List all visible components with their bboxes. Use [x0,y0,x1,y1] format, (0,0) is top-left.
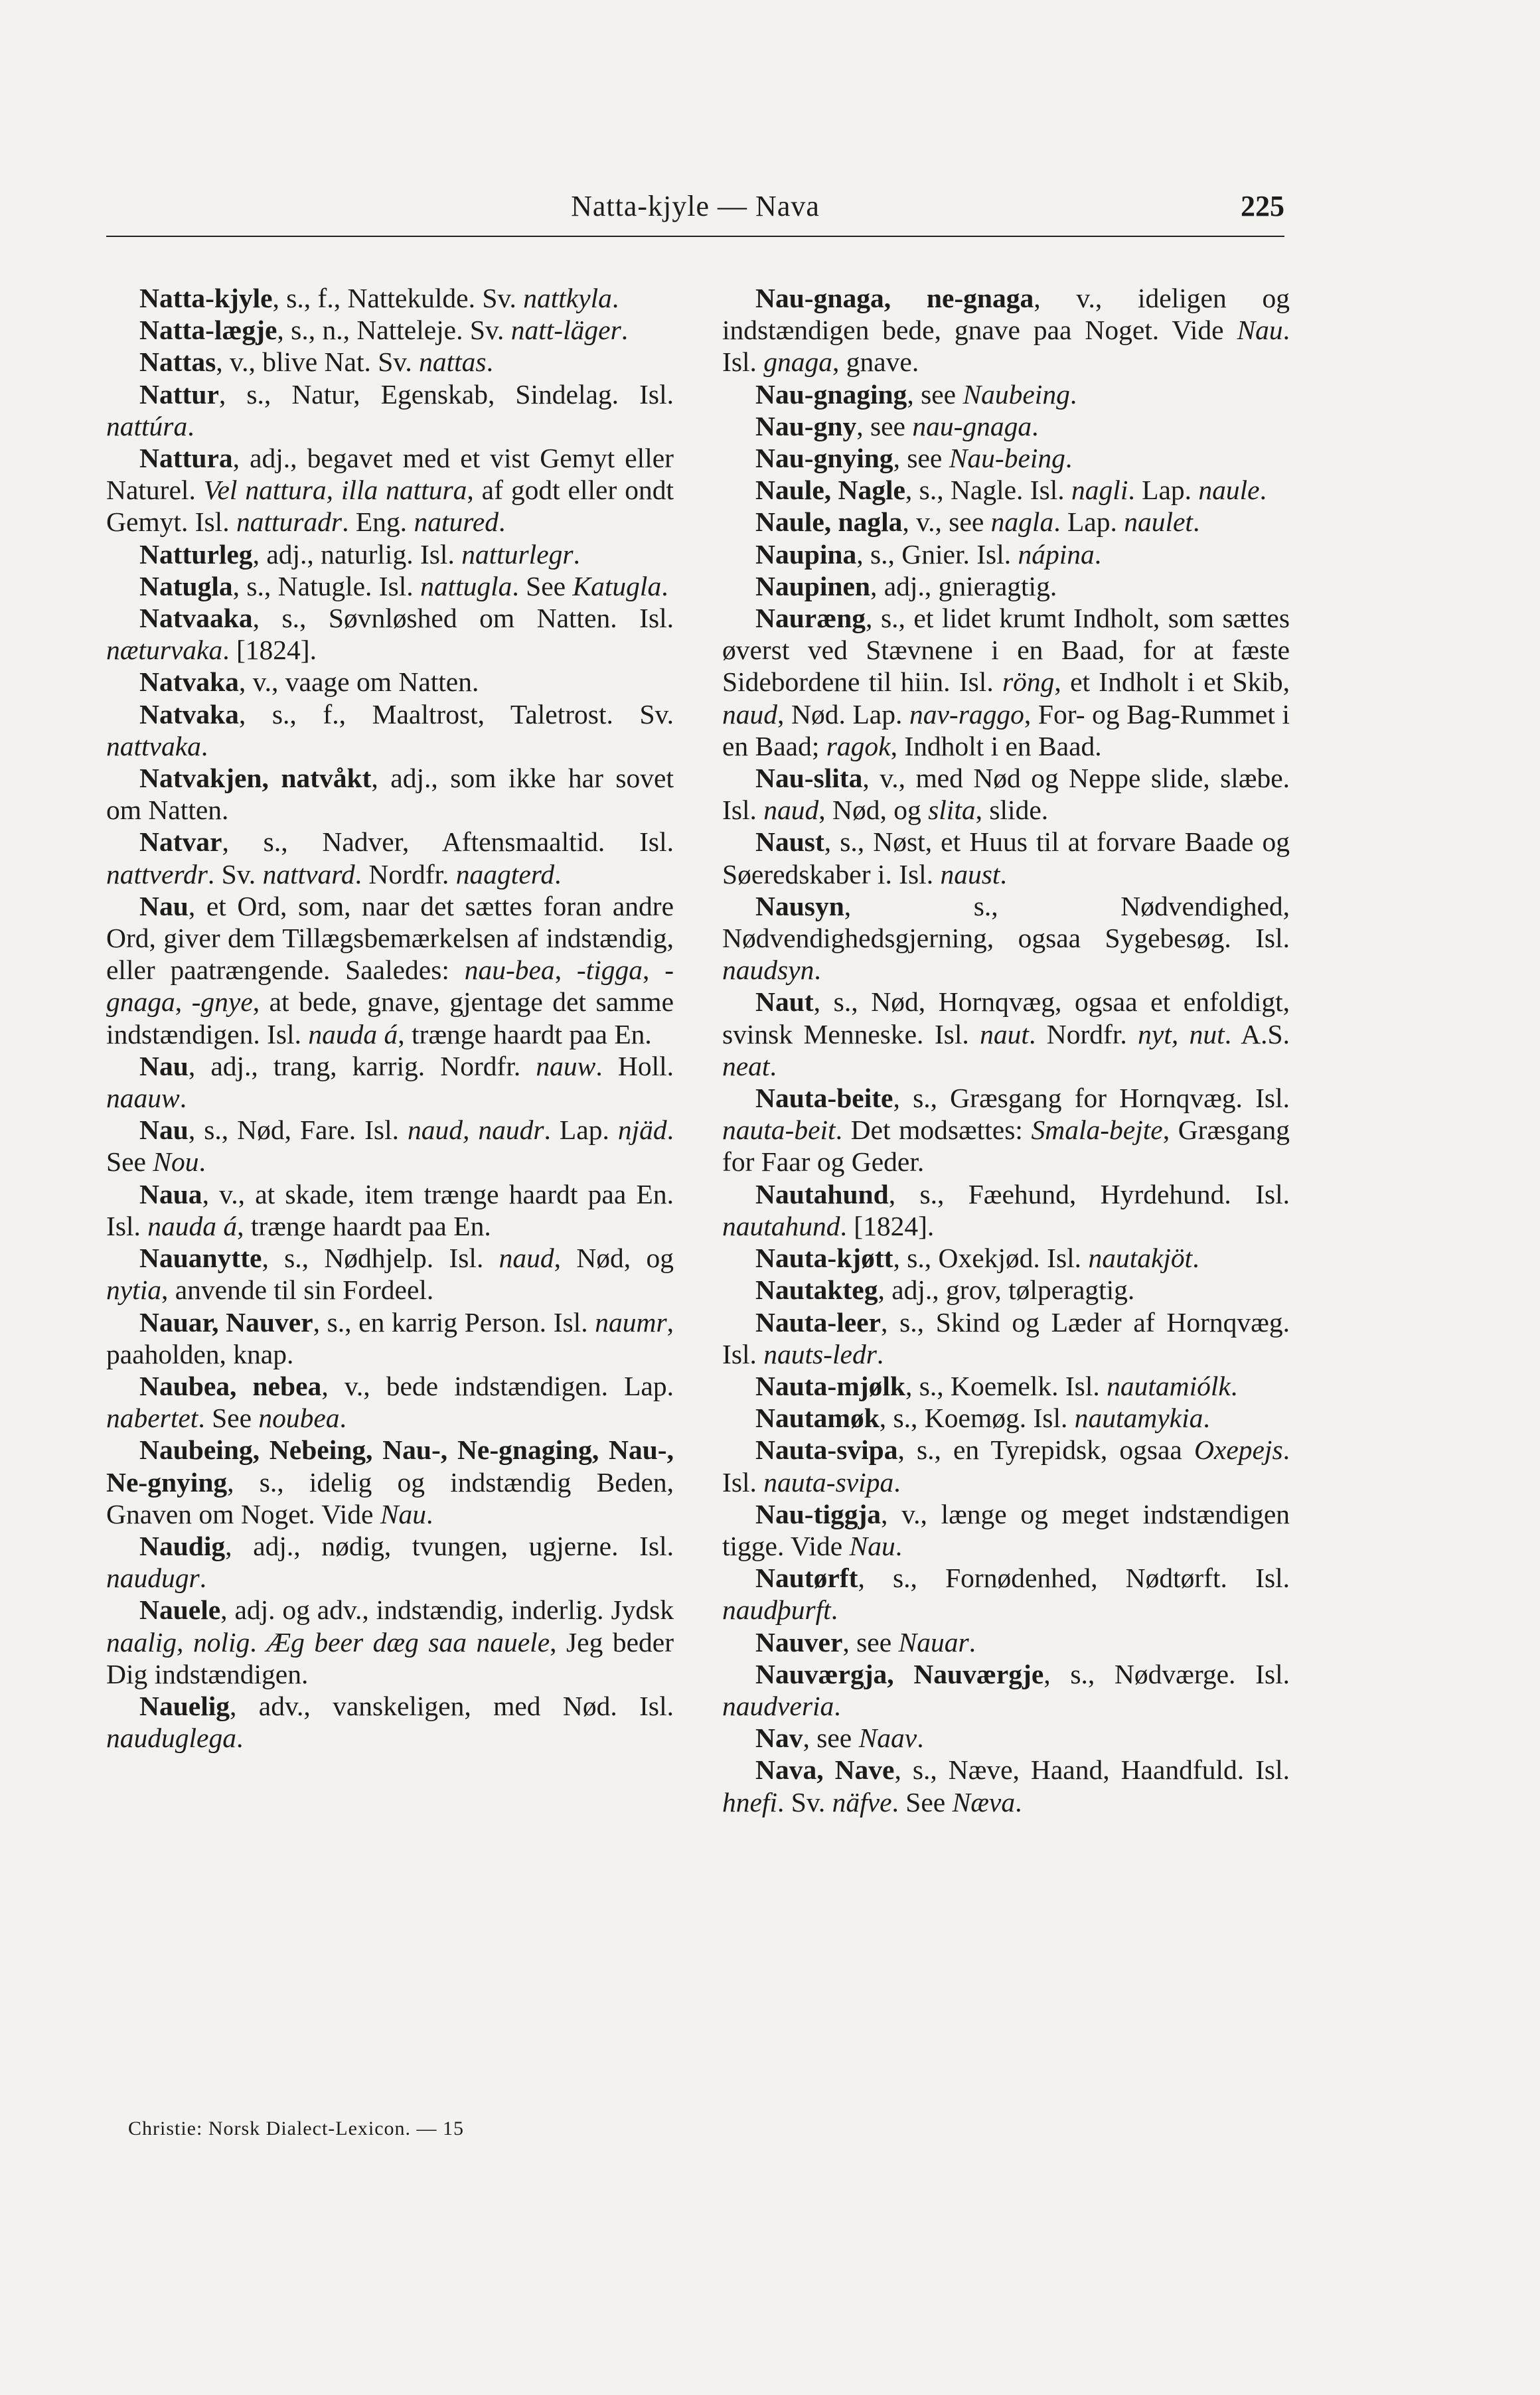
dictionary-entry: Natvaka, v., vaage om Natten. [139,666,479,698]
dictionary-entry: Natvaaka, s., Søvnløshed om Natten. Isl. næturvaka. [1824]. [106,603,674,666]
dictionary-entry: Nauta-svipa, s., en Tyrepidsk, ogsaa Oxepejs. Isl. nauta-svipa. [722,1434,1290,1498]
dictionary-entry: Naule, nagla, v., see nagla. Lap. naulet. [755,506,1200,538]
dictionary-entry: Natta-lægje, s., n., Natteleje. Sv. natt-läger. [139,315,629,346]
dictionary-entry: Nauver, see Nauar. [755,1626,976,1658]
dictionary-entry: Naust, s., Nøst, et Huus til at forvare Baade og Søeredskaber i. Isl. naust. [722,826,1290,889]
dictionary-entry: Nauar, Nauver, s., en karrig Person. Isl. naumr, paaholden, knap. [106,1306,674,1369]
dictionary-entry: Nausyn, s., Nødvendighed, Nødvendighedsgjerning, ogsaa Sygebesøg. Isl. naudsyn. [722,890,1290,986]
dictionary-entry: Nau-gnaga, ne-gnaga, v., ideligen og indstændigen bede, gnave paa Noget. Vide Nau. Isl. gnaga, gnave. [722,283,1290,378]
page-number: 225 [1241,190,1284,222]
dictionary-entry: Naupina, s., Gnier. Isl. nápina. [755,538,1102,570]
dictionary-entry: Nauta-leer, s., Skind og Læder af Hornqvæg. Isl. nauts-ledr. [722,1306,1290,1369]
dictionary-entry: Nau-gnaging, see Naubeing. [755,378,1077,410]
dictionary-entry: Naua, v., at skade, item trænge haardt paa En. Isl. nauda á, trænge haardt paa En. [106,1178,674,1241]
dictionary-entry: Naut, s., Nød, Hornqvæg, ogsaa et enfoldigt, svinsk Menneske. Isl. naut. Nordfr. nyt, nut. A.S. neat. [722,986,1290,1081]
footer-signature: Christie: Norsk Dialect-Lexicon. — 15 [128,2118,465,2139]
dictionary-entry: Nautakteg, adj., grov, tølperagtig. [755,1275,1135,1306]
dictionary-entry: Natvaka, s., f., Maaltrost, Taletrost. Sv. nattvaka. [106,698,674,761]
right-column [722,282,1290,1818]
dictionary-entry: Nau, s., Nød, Fare. Isl. naud, naudr. Lap. njäd. See Nou. [106,1115,674,1178]
dictionary-entry: Nauele, adj. og adv., indstændig, inderlig. Jydsk naalig, nolig. Æg beer dæg saa nauele, Jeg beder Dig indstændigen. [106,1594,674,1689]
dictionary-entry: Nauta-beite, s., Græsgang for Hornqvæg. Isl. nauta-beit. Det modsættes: Smala-bejte, Græsgang for Faar og Geder. [722,1083,1290,1178]
dictionary-entry: Nau-slita, v., med Nød og Neppe slide, slæbe. Isl. naud, Nød, og slita, slide. [722,763,1290,826]
dictionary-entry: Nauelig, adv., vanskeligen, med Nød. Isl. nauduglega. [106,1690,674,1754]
dictionary-entry: Nau, adj., trang, karrig. Nordfr. nauw. Holl. naauw. [106,1050,674,1114]
dictionary-entry: Nauværgja, Nauværgje, s., Nødværge. Isl. naudveria. [722,1658,1290,1721]
dictionary-entry: Natturleg, adj., naturlig. Isl. natturlegr. [139,538,580,570]
dictionary-entry: Nau-gnying, see Nau-being. [755,443,1073,474]
dictionary-entry: Natta-kjyle, s., f., Nattekulde. Sv. nattkyla. [139,283,619,313]
dictionary-entry: Nauta-kjøtt, s., Oxekjød. Isl. nautakjöt. [755,1243,1199,1274]
dictionary-entry: Nauræng, s., et lidet krumt Indholt, som sættes øverst ved Stævnene i en Baad, for at fæste Sidebordene til hiin. Isl. röng, et Indholt i et Skib, naud, Nød. Lap. nav-raggo, For- og Bag-Rummet i en Baad; ragok, Indholt i en Baad. [722,603,1290,761]
dictionary-entry: Nattura, adj., begavet med et vist Gemyt eller Naturel. Vel nattura, illa nattura, af godt eller ondt Gemyt. Isl. natturadr. Eng. natured. [106,443,674,538]
dictionary-entry: Nau-tiggja, v., længe og meget indstændigen tigge. Vide Nau. [722,1498,1290,1561]
running-head: Natta-kjyle — Nava [571,190,820,222]
dictionary-entry: Natugla, s., Natugle. Isl. nattugla. See Katugla. [139,570,668,601]
dictionary-entry: Naubea, nebea, v., bede indstændigen. Lap. nabertet. See noubea. [106,1370,674,1434]
dictionary-entry: Nauanytte, s., Nødhjelp. Isl. naud, Nød, og nytia, anvende til sin Fordeel. [106,1243,674,1306]
dictionary-entry: Naupinen, adj., gnieragtig. [755,570,1057,601]
dictionary-entry: Nav, see Naav. [755,1723,924,1754]
dictionary-entry: Natvar, s., Nadver, Aftensmaaltid. Isl. nattverdr. Sv. nattvard. Nordfr. naagterd. [106,826,674,889]
dictionary-entry: Nauta-mjølk, s., Koemelk. Isl. nautamiólk. [755,1370,1238,1401]
dictionary-entry: Nattur, s., Natur, Egenskab, Sindelag. Isl. nattúra. [106,378,674,441]
dictionary-entry: Nau, et Ord, som, naar det sættes foran andre Ord, giver dem Tillægsbemærkelsen af indstændig, eller paatrængende. Saaledes: nau-bea, -tigga, -gnaga, -gnye, at bede, gnave, gjentage det samme indstændigen. Isl. nauda á, trænge haardt paa En. [106,890,674,1049]
left-column [106,282,674,1754]
dictionary-entry: Nautamøk, s., Koemøg. Isl. nautamykia. [755,1403,1210,1434]
dictionary-entry: Nau-gny, see nau-gnaga. [755,410,1039,441]
dictionary-entry: Nattas, v., blive Nat. Sv. nattas. [139,347,493,378]
dictionary-entry: Naule, Nagle, s., Nagle. Isl. nagli. Lap. naule. [755,475,1267,506]
page-header [106,189,1284,237]
dictionary-entry: Naudig, adj., nødig, tvungen, ugjerne. Isl. naudugr. [106,1530,674,1594]
dictionary-entry: Nava, Nave, s., Næve, Haand, Haandfuld. Isl. hnefi. Sv. näfve. See Næva. [722,1754,1290,1817]
dictionary-entry: Nautørft, s., Fornødenhed, Nødtørft. Isl. naudþurft. [722,1563,1290,1626]
dictionary-entry: Nautahund, s., Fæehund, Hyrdehund. Isl. nautahund. [1824]. [722,1178,1290,1241]
dictionary-entry: Natvakjen, natvåkt, adj., som ikke har sovet om Natten. [106,763,674,826]
dictionary-entry: Naubeing, Nebeing, Nau-, Ne-gnaging, Nau-, Ne-gnying, s., idelig og indstændig Beden, Gnaven om Noget. Vide Nau. [106,1434,674,1529]
